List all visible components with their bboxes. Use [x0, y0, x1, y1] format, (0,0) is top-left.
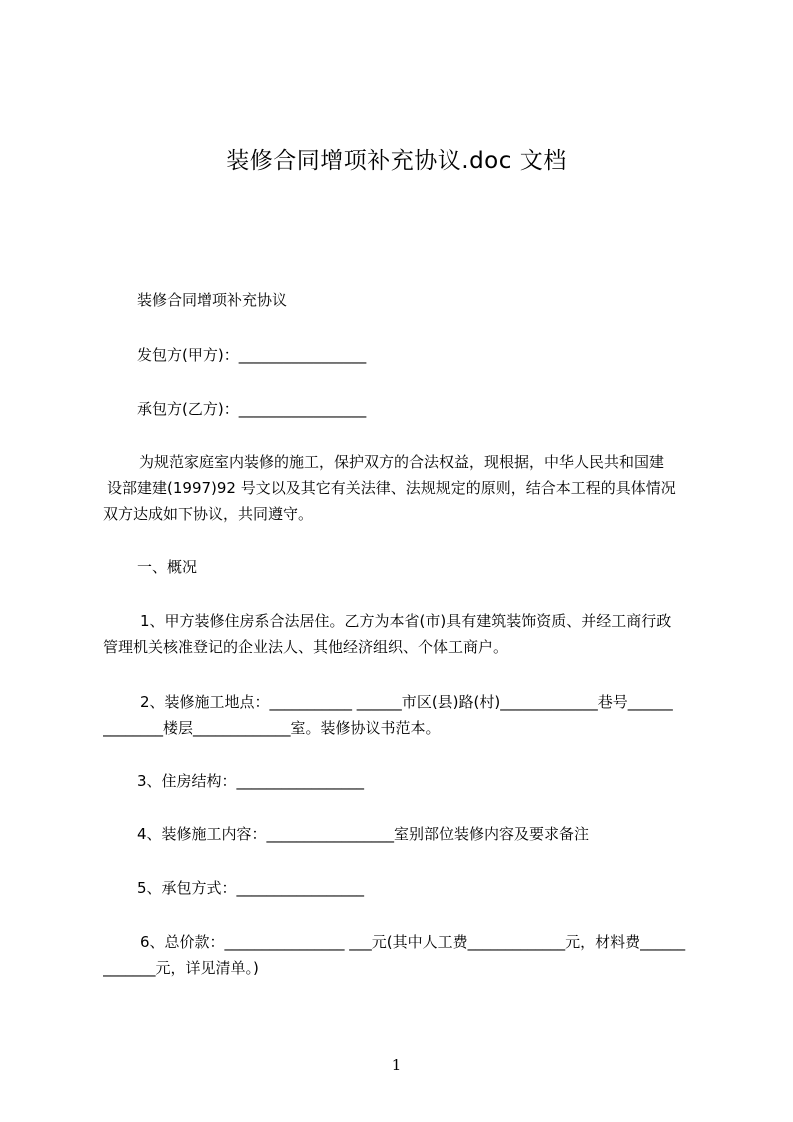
document-title: 装修合同增项补充协议.doc 文档	[226, 148, 567, 174]
item-2-paragraph	[103, 689, 703, 741]
item-3-line: 3、住房结构：_________________	[137, 772, 365, 790]
intro-line-2: 设部建建(1997)92 号文以及其它有关法律、法规规定的原则，结合本工程的具体情况	[107, 479, 676, 497]
item-1-paragraph	[103, 608, 703, 660]
section-1-title: 一、概况	[137, 558, 198, 576]
intro-paragraph	[103, 449, 703, 527]
item-4-line: 4、装修施工内容：_________________室别部位装修内容及要求备注	[137, 825, 590, 843]
item-1-line-2: 管理机关核准登记的企业法人、其他经济组织、个体工商户。	[103, 638, 509, 656]
intro-line-1: 为规范家庭室内装修的施工，保护双方的合法权益，现根据，中华人民共和国建	[139, 453, 665, 471]
party-a-line: 发包方(甲方)：_________________	[137, 346, 367, 364]
item-6-line-1: 6、总价款：________________ ___元(其中人工费_____________元，材料费______	[140, 933, 686, 951]
item-1-line-1: 1、甲方装修住房系合法居住。乙方为本省(市)具有建筑装饰资质、并经工商行政	[140, 612, 672, 630]
party-b-line: 承包方(乙方)：_________________	[137, 400, 367, 418]
item-2-line-1: 2、装修施工地点：___________ ______市区(县)路(村)_____________巷号______	[140, 693, 673, 711]
intro-line-3: 双方达成如下协议，共同遵守。	[103, 505, 314, 523]
agreement-heading: 装修合同增项补充协议	[137, 291, 288, 309]
item-2-line-2: ________楼层_____________室。装修协议书范本。	[103, 719, 441, 737]
item-5-line: 5、承包方式：_________________	[137, 879, 365, 897]
page-number: 1	[391, 1056, 402, 1074]
item-6-paragraph	[103, 929, 703, 981]
item-6-line-2: _______元，详见清单。)	[103, 959, 259, 977]
